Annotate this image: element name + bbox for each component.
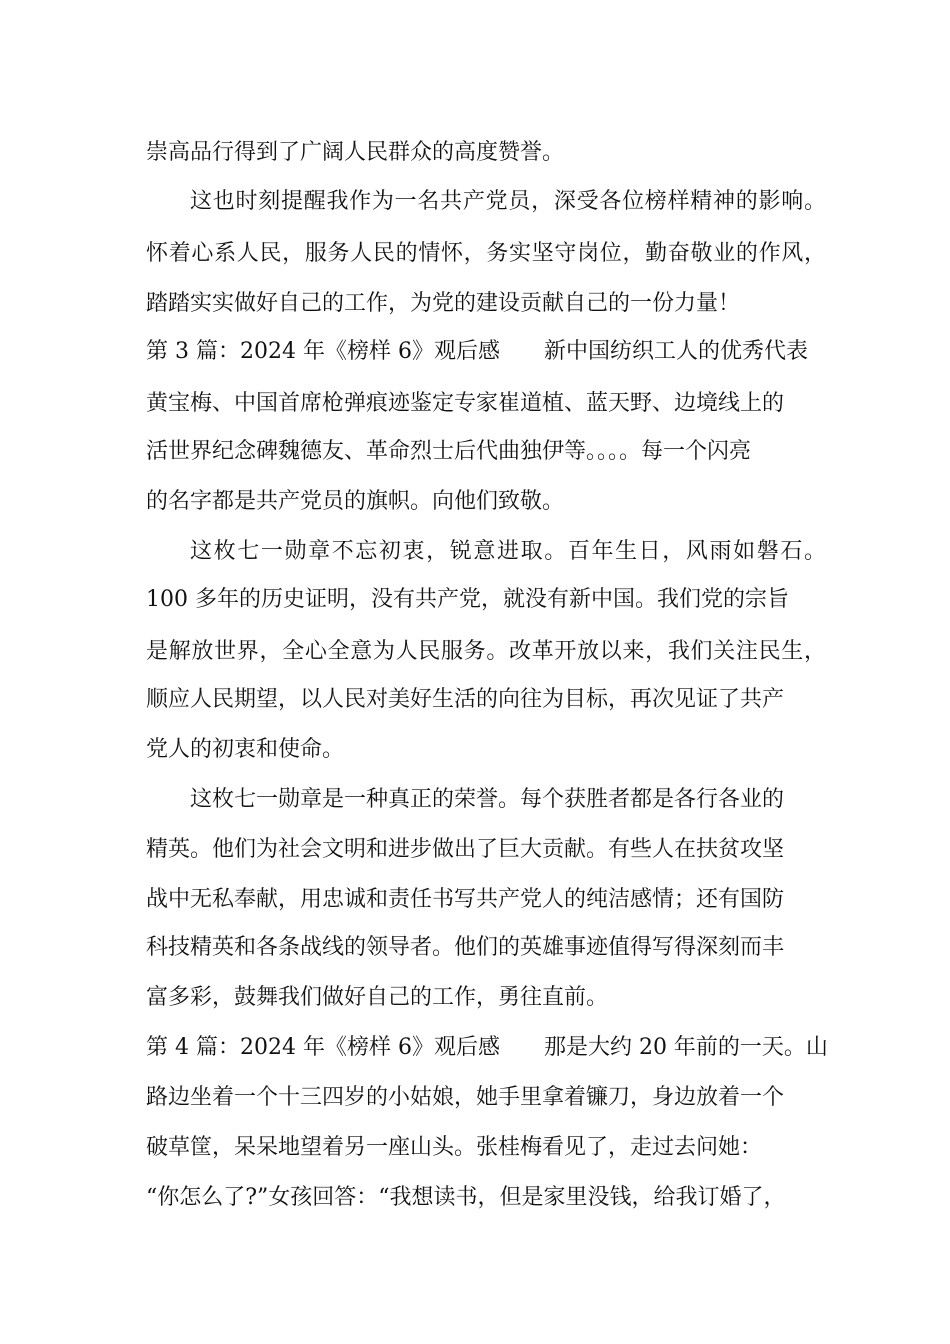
paragraph-line: 怀着心系人民，服务人民的情怀，务实坚守岗位，勤奋敬业的作风， bbox=[146, 241, 826, 266]
paragraph-line: 这枚七一勋章不忘初衷，锐意进取。百年生日，风雨如磐石。 bbox=[190, 539, 826, 564]
paragraph-line: 党人的初衷和使命。 bbox=[146, 737, 345, 762]
section-heading-line: 第 3 篇：2024 年《榜样 6》观后感 新中国纺织工人的优秀代表 bbox=[146, 339, 808, 364]
section-heading-line: 第 4 篇：2024 年《榜样 6》观后感 那是大约 20 年前的一天。山 bbox=[146, 1035, 828, 1060]
paragraph-line: 顺应人民期望，以人民对美好生活的向往为目标，再次见证了共产 bbox=[146, 687, 785, 712]
paragraph-line: 富多彩，鼓舞我们做好自己的工作，勇往直前。 bbox=[146, 985, 609, 1010]
paragraph-line: 是解放世界，全心全意为人民服务。改革开放以来，我们关注民生， bbox=[146, 639, 826, 664]
paragraph-line: “你怎么了?”女孩回答：“我想读书，但是家里没钱，给我订婚了， bbox=[146, 1185, 786, 1210]
paragraph-line: 破草筐，呆呆地望着另一座山头。张桂梅看见了，走过去问她： bbox=[146, 1135, 763, 1160]
paragraph-line: 科技精英和各条战线的领导者。他们的英雄事迹值得写得深刻而丰 bbox=[146, 935, 785, 960]
paragraph-line: 战中无私奉献，用忠诚和责任书写共产党人的纯洁感情；还有国防 bbox=[146, 887, 785, 912]
paragraph-line: 这枚七一勋章是一种真正的荣誉。每个获胜者都是各行各业的 bbox=[190, 787, 785, 812]
paragraph-line: 路边坐着一个十三四岁的小姑娘，她手里拿着镰刀，身边放着一个 bbox=[146, 1085, 785, 1110]
paragraph-line: 活世界纪念碑魏德友、革命烈士后代曲独伊等。。。。每一个闪亮 bbox=[146, 439, 752, 464]
paragraph-line: 的名字都是共产党员的旗帜。向他们致敬。 bbox=[146, 489, 565, 514]
paragraph-line: 这也时刻提醒我作为一名共产党员，深受各位榜样精神的影响。 bbox=[190, 189, 826, 214]
paragraph-line: 100 多年的历史证明，没有共产党，就没有新中国。我们党的宗旨 bbox=[146, 587, 789, 612]
paragraph-line: 黄宝梅、中国首席枪弹痕迹鉴定专家崔道植、蓝天野、边境线上的 bbox=[146, 391, 785, 416]
paragraph-line: 精英。他们为社会文明和进步做出了巨大贡献。有些人在扶贫攻坚 bbox=[146, 837, 785, 862]
paragraph-line: 崇高品行得到了广阔人民群众的高度赞誉。 bbox=[146, 140, 565, 165]
paragraph-line: 踏踏实实做好自己的工作，为党的建设贡献自己的一份力量！ bbox=[146, 291, 741, 316]
